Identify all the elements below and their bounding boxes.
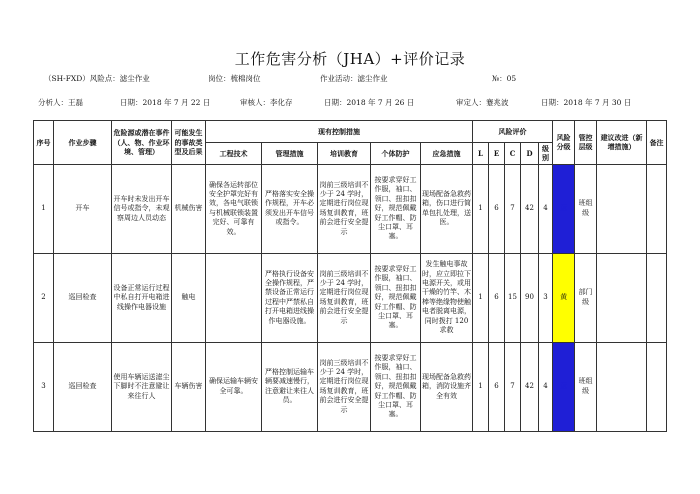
cell-manage: 严格控制运输车辆要减速慢行，注意避让来往人员。: [262, 342, 318, 431]
cell-training: 岗前三级培训不少于 24 学时，定期进行岗位现场复训教育，班前会进行安全提示: [318, 253, 371, 342]
cell-remark: [647, 253, 667, 342]
analyst: 分析人：王磊: [38, 98, 83, 107]
cell-risk-level: 蓝: [553, 164, 575, 253]
cell-D: 90: [521, 253, 539, 342]
cell-tech: [206, 253, 262, 342]
header-step: 作业步骤: [54, 121, 112, 165]
info-line-2: [38, 97, 678, 111]
header-risk-level: 风险分级: [553, 121, 575, 165]
cell-suggestion: [597, 342, 647, 431]
header-consequence: 可能发生的事故类型及后果: [172, 121, 206, 165]
cell-C: 15: [505, 253, 521, 342]
cell-manage: 严格落实安全操作规程，开车必须发出开车信号或指令。: [262, 164, 318, 253]
header-grade: 级别: [539, 143, 553, 165]
position: 岗位：梳棉岗位: [208, 74, 261, 83]
header-C: C: [505, 143, 521, 165]
header-ppe: 个体防护: [371, 143, 421, 165]
cell-step: 巡回检查: [54, 342, 112, 431]
cell-ppe: 按要求穿好工作服，袖口、领口、扭扣扣好，规范佩戴好工作帽、防尘口罩、耳塞。: [371, 164, 421, 253]
cell-suggestion: [597, 253, 647, 342]
header-L: L: [473, 143, 489, 165]
cell-hazard: 设备正常运行过程中私自打开电箱进线操作电器设施: [112, 253, 172, 342]
cell-mgmt-level: 班组级: [575, 164, 597, 253]
header-emergency: 应急措施: [421, 143, 473, 165]
cell-L: 1: [473, 342, 489, 431]
cell-L: 1: [473, 164, 489, 253]
header-suggestion: 建议改进（新增措施）: [597, 121, 647, 165]
analysis-date: 日期：2018 年 7 月 22 日: [120, 98, 211, 107]
activity: 作业活动：滤尘作业: [320, 74, 388, 83]
header-mgmt-level: 管控层级: [575, 121, 597, 165]
cell-D: 42: [521, 164, 539, 253]
cell-grade: 4: [539, 342, 553, 431]
cell-step: 开车: [54, 164, 112, 253]
table-row: [34, 342, 667, 431]
cell-consequence: 机械伤害: [172, 164, 206, 253]
cell-seq: 3: [34, 342, 54, 431]
cell-mgmt-level: 班组级: [575, 342, 597, 431]
header-training: 培训教育: [318, 143, 371, 165]
header-hazard: 危险源或潜在事件（人、物、作业环境、管理）: [112, 121, 172, 165]
review-date: 日期：2018 年 7 月 26 日: [324, 98, 415, 107]
cell-grade: 4: [539, 164, 553, 253]
cell-remark: [647, 342, 667, 431]
cell-hazard: 开车时未发出开车信号或指令，未观察周边人员动态: [112, 164, 172, 253]
header-seq: 序号: [34, 121, 54, 165]
table-row: [34, 253, 667, 342]
header-controls: 现有控制措施: [206, 121, 473, 143]
cell-consequence: 车辆伤害: [172, 342, 206, 431]
cell-step: 巡回检查: [54, 253, 112, 342]
cell-E: 6: [489, 253, 505, 342]
header-eval: 风险评价: [473, 121, 553, 143]
cell-hazard: 使用车辆运送滤尘下脚时不注意避让来往行人: [112, 342, 172, 431]
cell-E: 6: [489, 342, 505, 431]
record-number: №：05: [492, 74, 517, 83]
cell-emergency: 发生触电事故时，应立即拉下电源开关，或用干燥的竹竿、木棒等绝缘物使触电者脱离电源，同时拨打 120 求救: [421, 253, 473, 342]
cell-training: 岗前三级培训不少于 24 学时，定期进行岗位现场复训教育，班前会进行安全提示: [318, 164, 371, 253]
header-D: D: [521, 143, 539, 165]
header-tech: 工程技术: [206, 143, 262, 165]
cell-ppe: 按要求穿好工作服，袖口、领口、扭扣扣好，规范佩戴好工作帽、防尘口罩、耳塞。: [371, 342, 421, 431]
header-E: E: [489, 143, 505, 165]
cell-L: 1: [473, 253, 489, 342]
header-manage: 管理措施: [262, 143, 318, 165]
cell-grade: 3: [539, 253, 553, 342]
cell-seq: 2: [34, 253, 54, 342]
table-row: [34, 164, 667, 253]
cell-tech: 确保运输车辆安全可靠。: [206, 342, 262, 431]
approval-date: 日期：2018 年 7 月 30 日: [541, 98, 632, 107]
risk-point: （SH-FXD）风险点：滤尘作业: [44, 74, 150, 83]
cell-mgmt-level: 部门级: [575, 253, 597, 342]
cell-manage: 严格执行设备安全操作规程，严禁设备正常运行过程中严禁私自打开电箱进线操作电器设施。: [262, 253, 318, 342]
cell-ppe: 按要求穿好工作服，袖口、领口、扭扣扣好，规范佩戴好工作帽、防尘口罩、耳塞。: [371, 253, 421, 342]
cell-emergency: 现场配备急救药箱，消防设施齐全有效: [421, 342, 473, 431]
jha-table: [33, 120, 667, 432]
cell-D: 42: [521, 342, 539, 431]
cell-suggestion: [597, 164, 647, 253]
cell-risk-level: 蓝: [553, 342, 575, 431]
header-remark: 备注: [647, 121, 667, 165]
cell-remark: [647, 164, 667, 253]
cell-consequence: 触电: [172, 253, 206, 342]
info-line-1: [44, 73, 664, 87]
cell-C: 7: [505, 342, 521, 431]
page-title: 工作危害分析（JHA）+评价记录: [234, 50, 466, 68]
cell-emergency: 现场配备急救药箱，伤口进行简单包扎处理，送医。: [421, 164, 473, 253]
cell-training: 岗前三级培训不少于 24 学时，定期进行岗位现场复训教育，班前会进行安全提示: [318, 342, 371, 431]
approver: 审定人：蹇兆波: [456, 98, 509, 107]
cell-seq: 1: [34, 164, 54, 253]
cell-C: 7: [505, 164, 521, 253]
cell-tech: 确保各运转部位安全护罩完好有效，各电气联锁与机械联锁装置完好、可靠有效。: [206, 164, 262, 253]
reviewer: 审核人：李化存: [240, 98, 293, 107]
cell-risk-level: 黄: [553, 253, 575, 342]
cell-E: 6: [489, 164, 505, 253]
